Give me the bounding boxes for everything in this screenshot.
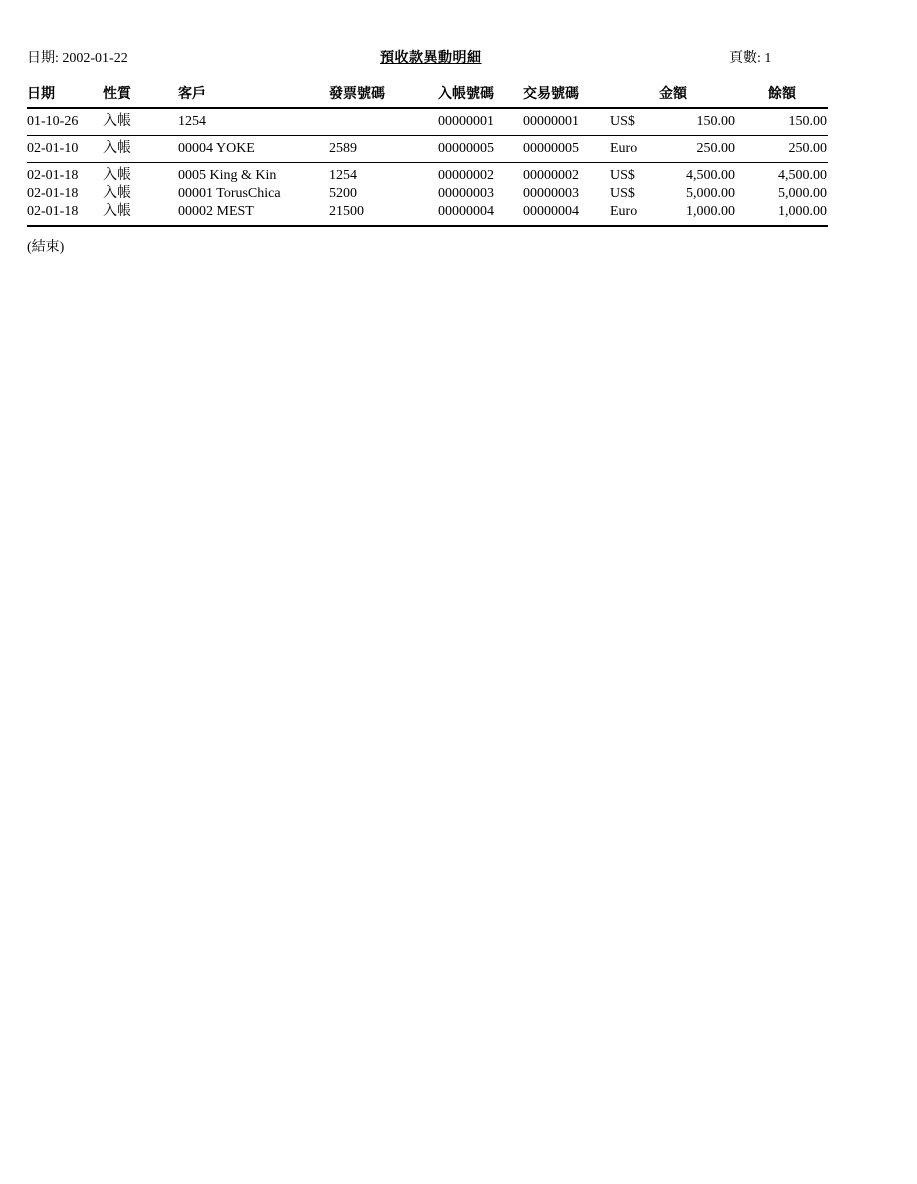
cell-date: 02-01-10 bbox=[27, 141, 79, 156]
cell-customer: 00001 TorusChica bbox=[178, 186, 281, 201]
cell-transaction-no: 00000004 bbox=[523, 204, 579, 219]
cell-type: 入帳 bbox=[103, 114, 131, 129]
page-number: 頁數: 1 bbox=[729, 51, 772, 66]
cell-invoice-no: 21500 bbox=[329, 204, 364, 219]
header-rule bbox=[27, 107, 828, 109]
cell-posting-no: 00000003 bbox=[438, 186, 494, 201]
column-header-balance: 餘額 bbox=[768, 87, 796, 102]
cell-type: 入帳 bbox=[103, 186, 131, 201]
cell-customer: 00002 MEST bbox=[178, 204, 254, 219]
cell-customer: 1254 bbox=[178, 114, 206, 129]
column-header-posting-no: 入帳號碼 bbox=[438, 87, 494, 102]
cell-date: 02-01-18 bbox=[27, 186, 79, 201]
cell-transaction-no: 00000002 bbox=[523, 168, 579, 183]
report-date: 日期: 2002-01-22 bbox=[27, 51, 128, 66]
cell-date: 02-01-18 bbox=[27, 168, 79, 183]
cell-date: 01-10-26 bbox=[27, 114, 79, 129]
group-separator bbox=[27, 162, 828, 163]
column-header-amount: 金額 bbox=[659, 87, 687, 102]
cell-type: 入帳 bbox=[103, 141, 131, 156]
column-header-type: 性質 bbox=[103, 87, 131, 102]
table-bottom-rule bbox=[27, 225, 828, 227]
cell-invoice-no: 1254 bbox=[329, 168, 357, 183]
cell-customer: 0005 King & Kin bbox=[178, 168, 277, 183]
cell-amount: 1,000.00 bbox=[686, 204, 735, 219]
cell-amount: 4,500.00 bbox=[686, 168, 735, 183]
cell-balance: 4,500.00 bbox=[778, 168, 827, 183]
cell-balance: 150.00 bbox=[788, 114, 827, 129]
column-header-transaction-no: 交易號碼 bbox=[523, 87, 579, 102]
cell-posting-no: 00000005 bbox=[438, 141, 494, 156]
cell-transaction-no: 00000001 bbox=[523, 114, 579, 129]
cell-invoice-no: 5200 bbox=[329, 186, 357, 201]
cell-currency: Euro bbox=[610, 204, 638, 219]
cell-currency: Euro bbox=[610, 141, 638, 156]
cell-currency: US$ bbox=[610, 168, 635, 183]
cell-balance: 5,000.00 bbox=[778, 186, 827, 201]
cell-transaction-no: 00000003 bbox=[523, 186, 579, 201]
column-header-date: 日期 bbox=[27, 87, 55, 102]
column-header-customer: 客戶 bbox=[178, 87, 206, 102]
cell-balance: 250.00 bbox=[788, 141, 827, 156]
column-header-invoice-no: 發票號碼 bbox=[329, 87, 385, 102]
cell-amount: 5,000.00 bbox=[686, 186, 735, 201]
cell-currency: US$ bbox=[610, 114, 635, 129]
cell-currency: US$ bbox=[610, 186, 635, 201]
report-title: 預收款異動明細 bbox=[380, 51, 482, 66]
cell-amount: 150.00 bbox=[696, 114, 735, 129]
cell-posting-no: 00000001 bbox=[438, 114, 494, 129]
cell-balance: 1,000.00 bbox=[778, 204, 827, 219]
group-separator bbox=[27, 135, 828, 136]
cell-transaction-no: 00000005 bbox=[523, 141, 579, 156]
cell-posting-no: 00000004 bbox=[438, 204, 494, 219]
cell-customer: 00004 YOKE bbox=[178, 141, 255, 156]
cell-type: 入帳 bbox=[103, 204, 131, 219]
cell-posting-no: 00000002 bbox=[438, 168, 494, 183]
cell-date: 02-01-18 bbox=[27, 204, 79, 219]
cell-invoice-no: 2589 bbox=[329, 141, 357, 156]
cell-type: 入帳 bbox=[103, 168, 131, 183]
end-of-report-label: (結束) bbox=[27, 240, 65, 255]
cell-amount: 250.00 bbox=[696, 141, 735, 156]
